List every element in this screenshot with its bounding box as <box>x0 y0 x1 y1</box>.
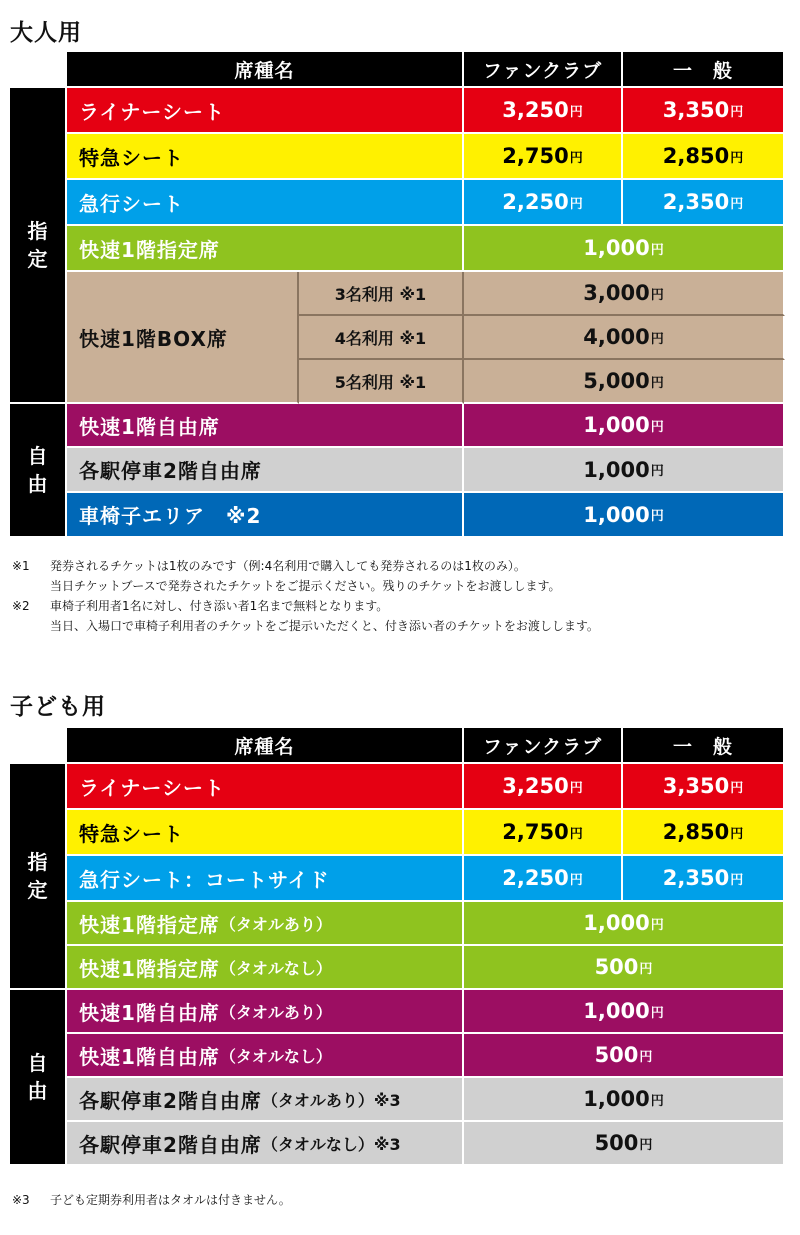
yen-unit: 円 <box>730 872 744 888</box>
group-label-free <box>10 404 67 538</box>
seat-liner-fanclub-price <box>464 88 623 134</box>
child-section-title: 子ども用 <box>10 694 106 720</box>
yen-unit: 円 <box>650 242 664 258</box>
price-value: 1,000 <box>583 236 650 260</box>
header-seat-name: 席種名 <box>67 728 464 764</box>
seat-kaisoku-free-notowel-name <box>67 1034 464 1078</box>
group-label-reserved <box>10 764 67 990</box>
seat-tokkyu-general-price <box>623 134 785 180</box>
seat-sub-text: （タオルなし） <box>219 1046 332 1066</box>
yen-unit: 円 <box>639 961 653 977</box>
seat-tokkyu-general-price <box>623 810 785 856</box>
adult-notes <box>12 556 792 636</box>
seat-kyuko-general-price <box>623 856 785 902</box>
box-option-5-price <box>464 360 785 404</box>
seat-kaisoku-reserved-notowel-name <box>67 946 464 990</box>
header-seat-name: 席種名 <box>67 52 464 88</box>
price-value: 5,000 <box>583 369 650 393</box>
price-value: 2,250 <box>502 866 569 890</box>
header-general: 一 般 <box>623 728 785 764</box>
yen-unit: 円 <box>650 509 664 524</box>
yen-unit: 円 <box>569 826 583 842</box>
price-value: 500 <box>594 1131 639 1155</box>
price-value: 3,250 <box>502 98 569 122</box>
price-value: 3,350 <box>662 98 730 122</box>
price-value: 1,000 <box>583 999 650 1023</box>
seat-tokkyu-name: 特急シート <box>67 810 464 856</box>
child-price-table <box>10 728 785 1166</box>
price-value: 2,750 <box>502 820 569 844</box>
seat-kaisoku-reserved-notowel-price <box>464 946 785 990</box>
child-notes <box>12 1190 792 1210</box>
group-label-reserved <box>10 88 67 404</box>
note-line <box>12 1190 792 1210</box>
note-line <box>12 596 792 616</box>
table-corner <box>10 52 67 88</box>
seat-kaisoku-reserved-price <box>464 226 785 272</box>
seat-name-text: 快速1階自由席 <box>79 1000 220 1025</box>
note-mark <box>12 576 50 596</box>
group-char: 指 <box>27 850 48 874</box>
note-mark <box>12 616 50 636</box>
yen-unit: 円 <box>639 1049 653 1065</box>
group-label-free <box>10 990 67 1166</box>
adult-price-table <box>10 52 785 538</box>
note-mark: ※2 <box>12 599 30 613</box>
seat-kakueki-free-price <box>464 448 785 493</box>
note-mark: ※3 <box>12 1193 30 1207</box>
seat-sub-text: （タオルあり） <box>219 914 332 934</box>
header-fanclub: ファンクラブ <box>464 52 623 88</box>
price-value: 2,350 <box>662 190 730 214</box>
seat-wheelchair-price <box>464 493 785 538</box>
price-value: 500 <box>594 955 639 979</box>
seat-kyuko-fanclub-price <box>464 180 623 226</box>
seat-kakueki-notowel-price <box>464 1122 785 1166</box>
price-value: 2,750 <box>502 144 569 168</box>
note-text: 車椅子利用者1名に対し、付き添い者1名まで無料となります。 <box>50 599 389 613</box>
seat-kaisoku-free-notowel-price <box>464 1034 785 1078</box>
seat-kaisoku-reserved-name: 快速1階指定席 <box>67 226 464 272</box>
seat-tokkyu-fanclub-price <box>464 810 623 856</box>
note-mark: ※1 <box>12 559 30 573</box>
seat-kaisoku-free-towel-price <box>464 990 785 1034</box>
seat-liner-name: ライナーシート <box>67 764 464 810</box>
yen-unit: 円 <box>730 104 744 120</box>
seat-kyuko-fanclub-price <box>464 856 623 902</box>
price-value: 1,000 <box>583 1087 650 1111</box>
group-char: 自 <box>27 1051 48 1075</box>
adult-section-title: 大人用 <box>10 20 82 46</box>
yen-unit: 円 <box>639 1137 653 1153</box>
seat-kaisoku-free-towel-name <box>67 990 464 1034</box>
seat-wheelchair-name: 車椅子エリア ※2 <box>67 493 464 538</box>
box-option-3: 3名利用 ※1 <box>299 272 464 316</box>
seat-liner-general-price <box>623 88 785 134</box>
group-char: 由 <box>27 472 48 496</box>
note-text: 子ども定期券利用者はタオルは付きません。 <box>50 1193 291 1207</box>
note-line <box>12 576 792 596</box>
yen-unit: 円 <box>650 375 664 391</box>
seat-kakueki-towel-name <box>67 1078 464 1122</box>
note-text: 発券されるチケットは1枚のみです（例:4名利用で購入しても発券されるのは1枚のみ）。 <box>50 559 526 573</box>
group-char: 定 <box>27 247 48 271</box>
box-option-4-price <box>464 316 785 360</box>
price-value: 2,350 <box>662 866 730 890</box>
seat-box-name: 快速1階BOX席 <box>67 272 299 404</box>
yen-unit: 円 <box>730 780 744 796</box>
yen-unit: 円 <box>569 196 583 212</box>
yen-unit: 円 <box>650 331 664 347</box>
seat-liner-general-price <box>623 764 785 810</box>
yen-unit: 円 <box>650 1005 664 1021</box>
seat-tokkyu-name: 特急シート <box>67 134 464 180</box>
price-value: 1,000 <box>583 457 650 482</box>
seat-kakueki-notowel-name <box>67 1122 464 1166</box>
seat-sub-text: （タオルあり） <box>219 1002 332 1022</box>
yen-unit: 円 <box>569 150 583 166</box>
yen-unit: 円 <box>569 872 583 888</box>
yen-unit: 円 <box>730 150 744 166</box>
header-general: 一 般 <box>623 52 785 88</box>
price-value: 2,250 <box>502 190 569 214</box>
box-option-4: 4名利用 ※1 <box>299 316 464 360</box>
seat-kaisoku-reserved-towel-price <box>464 902 785 946</box>
yen-unit: 円 <box>650 419 664 435</box>
price-value: 3,250 <box>502 774 569 798</box>
seat-kaisoku-reserved-towel-name <box>67 902 464 946</box>
group-char: 自 <box>27 444 48 468</box>
seat-kyuko-name: 急行シート：コートサイド <box>67 856 464 902</box>
seat-tokkyu-fanclub-price <box>464 134 623 180</box>
price-value: 1,000 <box>583 413 650 437</box>
yen-unit: 円 <box>650 464 664 479</box>
seat-name-text: 快速1階自由席 <box>79 1044 220 1069</box>
price-value: 2,850 <box>662 144 730 168</box>
price-value: 4,000 <box>583 325 650 349</box>
note-text: 当日、入場口で車椅子利用者のチケットをご提示いただくと、付き添い者のチケットをお渡しします。 <box>50 619 599 633</box>
seat-kyuko-general-price <box>623 180 785 226</box>
seat-sub-text: （タオルなし） <box>219 958 332 978</box>
seat-kaisoku-free-name: 快速1階自由席 <box>67 404 464 448</box>
seat-kakueki-towel-price <box>464 1078 785 1122</box>
seat-name-text: 快速1階指定席 <box>79 956 220 981</box>
seat-name-text: 各駅停車2階自由席 <box>79 1088 262 1113</box>
note-line <box>12 556 792 576</box>
table-corner <box>10 728 67 764</box>
seat-name-text: 各駅停車2階自由席 <box>79 1132 262 1157</box>
yen-unit: 円 <box>650 287 664 303</box>
note-line <box>12 616 792 636</box>
yen-unit: 円 <box>569 780 583 796</box>
price-value: 500 <box>594 1043 639 1067</box>
yen-unit: 円 <box>730 826 744 842</box>
seat-kakueki-free-name: 各駅停車2階自由席 <box>67 448 464 493</box>
seat-kyuko-name: 急行シート <box>67 180 464 226</box>
price-value: 3,000 <box>583 281 650 305</box>
price-value: 3,350 <box>662 774 730 798</box>
yen-unit: 円 <box>650 1093 664 1109</box>
price-value: 1,000 <box>583 911 650 935</box>
seat-sub-text: （タオルあり）※3 <box>261 1090 401 1110</box>
note-text: 当日チケットブースで発券されたチケットをご提示ください。残りのチケットをお渡しします。 <box>50 579 561 593</box>
box-option-3-price <box>464 272 785 316</box>
seat-liner-name: ライナーシート <box>67 88 464 134</box>
price-value: 1,000 <box>583 502 650 527</box>
header-fanclub: ファンクラブ <box>464 728 623 764</box>
group-char: 指 <box>27 219 48 243</box>
yen-unit: 円 <box>650 917 664 933</box>
seat-liner-fanclub-price <box>464 764 623 810</box>
yen-unit: 円 <box>569 104 583 120</box>
group-char: 定 <box>27 878 48 902</box>
box-option-5: 5名利用 ※1 <box>299 360 464 404</box>
group-char: 由 <box>27 1079 48 1103</box>
yen-unit: 円 <box>730 196 744 212</box>
seat-name-text: 快速1階指定席 <box>79 912 220 937</box>
seat-kaisoku-free-price <box>464 404 785 448</box>
price-value: 2,850 <box>662 820 730 844</box>
seat-sub-text: （タオルなし）※3 <box>261 1134 401 1154</box>
